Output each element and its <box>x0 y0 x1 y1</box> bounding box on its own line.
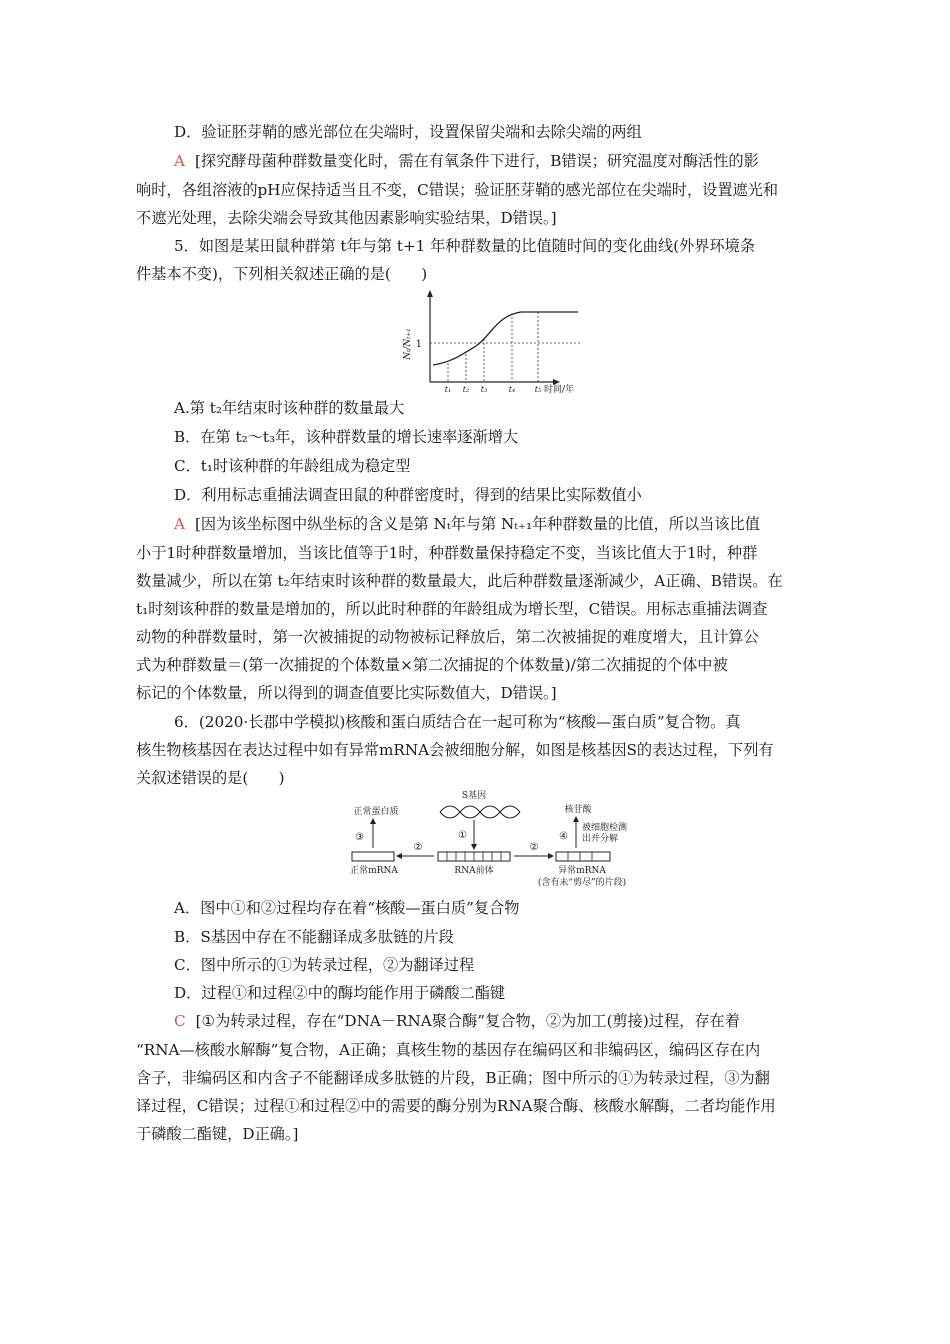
t2-label: t₂ <box>462 385 470 394</box>
q6-explanation-line-3: 含子，非编码区和内含子不能翻译成多肽链的片段，B正确；图中所示的①为转录过程，③为翻 <box>136 1069 770 1087</box>
step-3-label: ③ <box>355 832 364 843</box>
gene-expression-diagram <box>346 786 646 890</box>
s-gene-label: S基因 <box>461 791 487 801</box>
normal-protein-label: 正常蛋白质 <box>353 807 399 817</box>
q4-option-d: D．验证胚芽鞘的感光部位在尖端时，设置保留尖端和去除尖端的两组 <box>174 123 642 141</box>
normal-mrna-label: 正常mRNA <box>350 866 398 876</box>
x-axis-label: 时间/年 <box>544 385 575 395</box>
step-2-left-label: ② <box>413 842 423 853</box>
detect-label-line-1: 被细胞检测 <box>582 823 628 833</box>
y-tick-label: 1 <box>415 339 422 350</box>
right-arrow-icon <box>548 853 554 859</box>
q6-stem-line-3: 关叙述错误的是( ) <box>136 769 285 787</box>
q6-explanation-line-1: C [①为转录过程，存在“DNA－RNA聚合酶”复合物，②为加工(剪接)过程，存在着 <box>174 1012 740 1030</box>
left-arrow-icon <box>396 853 402 859</box>
t3-label: t₃ <box>480 385 488 394</box>
step-2-right-label: ② <box>529 842 539 853</box>
q5-explanation-line-1: A [因为该坐标图中纵坐标的含义是第 Nₜ年与第 Nₜ₊₁年种群数量的比值，所以当该比值 <box>174 515 760 533</box>
t1-label: t₁ <box>444 385 452 394</box>
q6-option-c: C．图中所示的①为转录过程，②为翻译过程 <box>174 956 475 974</box>
down-arrow-icon <box>471 844 477 850</box>
q5-explanation-line-4: t₁时刻该种群的数量是增加的，所以此时种群的年龄组成为增长型，C错误。用标志重捕法调查 <box>136 600 768 618</box>
t4-label: t₄ <box>508 385 516 394</box>
q5-explanation-line-5: 动物的种群数量时，第一次被捕捉的动物被标记释放后，第二次被捕捉的难度增大，且计算公 <box>136 628 759 646</box>
q5-option-b: B．在第 t₂～t₃年，该种群数量的增长速率逐渐增大 <box>174 428 519 446</box>
y-axis-label: Nₜ/Nₜ₊₁ <box>403 328 413 360</box>
q4-answer: A <box>174 152 185 170</box>
q5-explanation-line-7: 标记的个体数量，所以得到的调查值要比实际数值大，D错误。] <box>136 684 557 702</box>
q6-stem-line-2: 核生物核基因在表达过程中如有异常mRNA会被细胞分解，如图是核基因S的表达过程，下列有 <box>136 741 774 759</box>
step-1-label: ① <box>458 830 467 841</box>
q5-option-d: D．利用标志重捕法调查田鼠的种群密度时，得到的结果比实际数值小 <box>174 486 642 504</box>
dna-strand-2 <box>440 806 520 818</box>
q5-option-c: C．t₁时该种群的年龄组成为稳定型 <box>174 457 411 475</box>
q4-explanation-line-3: 不遮光处理，去除尖端会导致其他因素影响实验结果，D错误。] <box>136 209 557 227</box>
up-arrow-icon <box>370 818 376 824</box>
q6-explanation-line-5: 于磷酸二酯键，D正确。] <box>136 1125 299 1143</box>
ratio-curve <box>433 312 578 365</box>
q5-stem-line-1: 5．如图是某田鼠种群第 t年与第 t+1 年种群数量的比值随时间的变化曲线(外界环境条 <box>174 237 756 255</box>
q5-explanation-line-6: 式为种群数量＝(第一次捕捉的个体数量×第二次捕捉的个体数量)/第二次捕捉的个体中被 <box>136 656 728 674</box>
nucleotide-label: 核苷酸 <box>564 805 592 815</box>
q6-option-b: B．S基因中存在不能翻译成多肽链的片段 <box>174 928 454 946</box>
q6-stem-line-1: 6．(2020·长郡中学模拟)核酸和蛋白质结合在一起可称为“核酸—蛋白质”复合物。真 <box>174 713 741 731</box>
y-axis-arrow-icon <box>427 290 433 297</box>
t5-label: t₅ <box>534 385 542 394</box>
q6-answer: C <box>174 1012 186 1030</box>
abnormal-mrna-bar <box>556 852 610 861</box>
detect-label-line-2: 出并分解 <box>582 834 619 844</box>
q5-stem-line-2: 件基本不变)，下列相关叙述正确的是( ) <box>136 265 428 283</box>
q6-option-a: A．图中①和②过程均存在着“核酸—蛋白质”复合物 <box>174 899 520 917</box>
up-arrow-icon <box>573 816 579 822</box>
normal-mrna-bar <box>352 852 394 861</box>
q5-answer: A <box>174 515 185 533</box>
q5-option-a: A.第 t₂年结束时该种群的数量最大 <box>174 399 405 417</box>
population-ratio-graph <box>396 286 596 398</box>
q4-explanation-line-1: A [探究酵母菌种群数量变化时，需在有氧条件下进行，B错误；研究温度对酶活性的影 <box>174 152 759 170</box>
q5-explanation-line-3: 数量减少，所以在第 t₂年结束时该种群的数量最大，此后种群数量逐渐减少，A正确、B错误。在 <box>136 572 783 590</box>
step-4-label: ④ <box>559 831 568 842</box>
q5-explanation-line-2: 小于1时种群数量增加，当该比值等于1时，种群数量保持稳定不变，当该比值大于1时，种群 <box>136 544 758 562</box>
q6-option-d: D．过程①和过程②中的酶均能作用于磷酸二酯键 <box>174 984 506 1002</box>
q6-explanation-line-4: 译过程，C错误；过程①和过程②中的需要的酶分别为RNA聚合酶、核酸水解酶，二者均能作用 <box>136 1097 776 1115</box>
rna-precursor-label: RNA前体 <box>454 866 494 876</box>
q6-explanation-line-2: “RNA—核酸水解酶”复合物，A正确；真核生物的基因存在编码区和非编码区，编码区存在内 <box>136 1041 761 1059</box>
abnormal-mrna-label: 异常mRNA <box>558 866 606 876</box>
abnormal-mrna-note: (含有未“剪尽”的片段) <box>537 878 627 888</box>
q4-explanation-line-2: 响时，各组溶液的pH应保持适当且不变，C错误；验证胚芽鞘的感光部位在尖端时，设置遮光和 <box>136 181 779 199</box>
